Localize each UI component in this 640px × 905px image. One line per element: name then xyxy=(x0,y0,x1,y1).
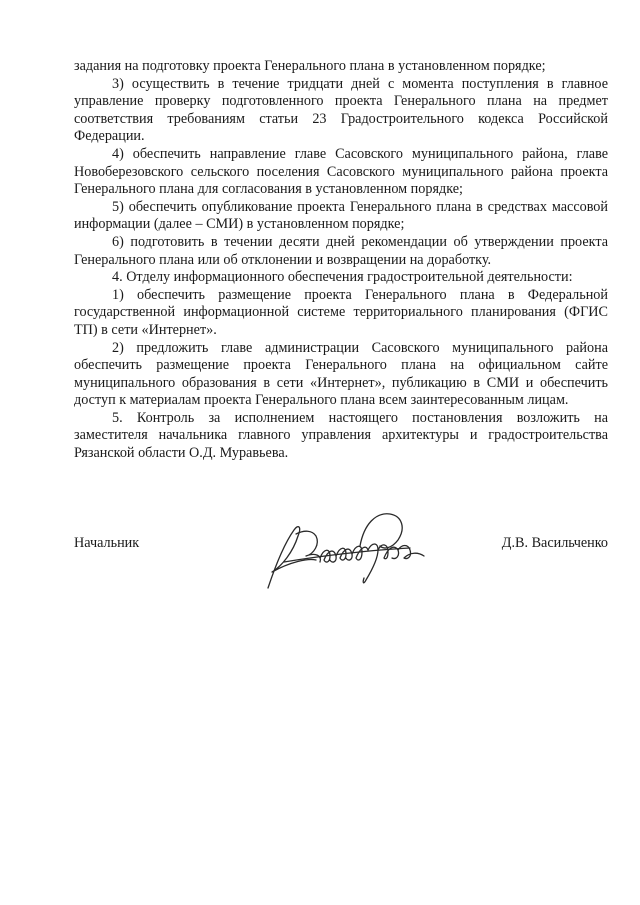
signature-block xyxy=(74,535,608,595)
section-4-item-2: 2) предложить главе администрации Сасовского муниципального района обеспечить размещение проекта Генерального плана на официальном сайте муниципального образования в сети «Интернет», публикацию в СМИ и обеспечить доступ к материалам проекта Генерального плана всем заинтересованным лицам. xyxy=(74,339,608,409)
signatory-name: Д.В. Васильченко xyxy=(501,535,608,551)
paragraph-item-4: 4) обеспечить направление главе Сасовского муниципального района, главе Новоберезовского сельского поселения Сасовского муниципального района проекта Генерального плана для согласования в установленном порядке; xyxy=(74,145,608,198)
section-4-item-1: 1) обеспечить размещение проекта Генерального плана в Федеральной государственной информационной системе территориального планирования (ФГИС ТП) в сети «Интернет». xyxy=(74,286,608,338)
signatory-title: Начальник xyxy=(74,535,140,551)
handwritten-signature xyxy=(260,500,430,595)
section-4-heading: 4. Отделу информационного обеспечения градостроительной деятельности: xyxy=(112,269,573,286)
paragraph-item-3: 3) осуществить в течение тридцати дней с момента поступления в главное управление проверку подготовленного проекта Генерального плана на предмет соответствия требованиям статьи 23 Градостроительного кодекса Российской Федерации. xyxy=(74,75,608,145)
section-5: 5. Контроль за исполнением настоящего постановления возложить на заместителя начальника главного управления архитектуры и градостроительства Рязанской области О.Д. Муравьева. xyxy=(74,409,608,462)
paragraph-item-6: 6) подготовить в течении десяти дней рекомендации об утверждении проекта Генерального плана или об отклонении и возвращении на доработку. xyxy=(74,233,608,268)
document-body xyxy=(74,58,608,463)
paragraph-continuation: задания на подготовку проекта Генерального плана в установленном порядке; xyxy=(74,58,546,74)
paragraph-item-5: 5) обеспечить опубликование проекта Генерального плана в средствах массовой информации (далее – СМИ) в установленном порядке; xyxy=(74,198,608,233)
